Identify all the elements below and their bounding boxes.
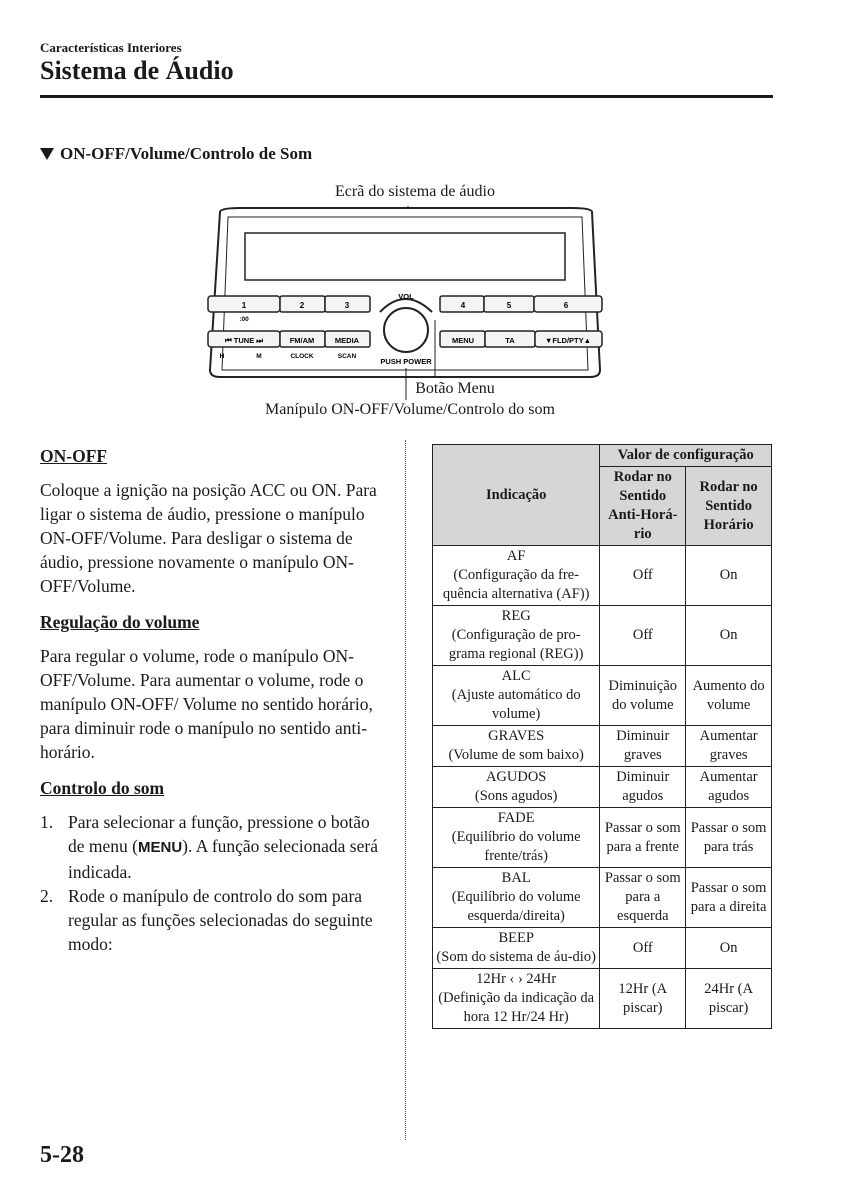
- left-column: [40, 444, 390, 956]
- table-row: AGUDOS (Sons agudos) Diminuir agudos Aumentar agudos: [433, 767, 772, 808]
- title-divider: [40, 95, 773, 98]
- fld-pty-label: ▼FLD/PTY▲: [544, 336, 592, 345]
- table-row: GRAVES (Volume de som baixo) Diminuir graves Aumentar graves: [433, 726, 772, 767]
- display-screen: [245, 233, 565, 280]
- header-indicacao: Indicação: [433, 445, 600, 546]
- table-row: BEEP (Som do sistema de áu-dio) Off On: [433, 928, 772, 969]
- page-number: 5-28: [40, 1142, 84, 1168]
- onoff-heading: ON-OFF: [40, 446, 108, 466]
- preset-2-label: 2: [299, 301, 305, 310]
- configuration-table: [432, 444, 772, 1029]
- subsection-title: ON-OFF/Volume/Controlo de Som: [60, 144, 313, 163]
- clock-sub: CLOCK: [290, 353, 314, 360]
- table-row: 12Hr ‹ › 24Hr (Definição da indicação da hora 12 Hr/24 Hr) 12Hr (A piscar) 24Hr (A piscar): [433, 969, 772, 1029]
- ta-label: TA: [505, 336, 515, 345]
- tune-label: ⏮ TUNE ⏭: [224, 336, 264, 345]
- preset-buttons-right[interactable]: [440, 296, 602, 312]
- callout-knob-label: Manípulo ON-OFF/Volume/Controlo do som: [265, 401, 555, 418]
- table-row: FADE (Equilíbrio do volume frente/trás) Passar o som para a frente Passar o som para trás: [433, 808, 772, 868]
- sound-heading: Controlo do som: [40, 778, 165, 798]
- tune-h-sub: H: [219, 353, 225, 360]
- table-row: ALC (Ajuste automático do volume) Diminuição do volume Aumento do volume: [433, 666, 772, 726]
- preset-5-label: 5: [506, 301, 512, 310]
- preset-1-label: 1: [241, 301, 247, 310]
- fmam-label: FM/AM: [289, 336, 315, 345]
- page-title: Sistema de Áudio: [40, 56, 234, 85]
- list-item: 2. Rode o manípulo de controlo do som para regular as funções selecionadas do seguinte modo:: [40, 886, 373, 954]
- preset-3-label: 3: [344, 301, 350, 310]
- audio-unit-illustration: [200, 200, 610, 400]
- function-buttons-right[interactable]: [440, 331, 602, 347]
- steps-list: [40, 810, 390, 956]
- scan-sub: SCAN: [337, 353, 357, 360]
- tune-m-sub: M: [256, 353, 262, 360]
- subsection-heading: [40, 144, 312, 164]
- volume-knob[interactable]: [384, 308, 428, 352]
- onoff-text: Coloque a ignição na posição ACC ou ON. Para ligar o sistema de áudio, pressione o manípulo ON-OFF/Volume. Para desligar o sistema de áudio, pressione novamente o manípulo ON-OFF/Volume.: [40, 480, 377, 596]
- callout-menu-label: Botão Menu: [415, 380, 495, 397]
- vol-label: VOL: [398, 292, 414, 301]
- preset-6-label: 6: [563, 301, 569, 310]
- table-row: REG (Configuração de pro-grama regional (REG)) Off On: [433, 606, 772, 666]
- preset-1-sub: :00: [239, 316, 249, 323]
- menu-button-label: MENU: [451, 336, 475, 345]
- callout-display-label: Ecrã do sistema de áudio: [335, 183, 495, 200]
- table-row: BAL (Equilíbrio do volume esquerda/direita) Passar o som para a esquerda Passar o som para a direita: [433, 868, 772, 928]
- preset-4-label: 4: [460, 301, 466, 310]
- table-row: AF (Configuração da fre-quência alternativa (AF)) Off On: [433, 546, 772, 606]
- media-label: MEDIA: [334, 336, 360, 345]
- section-label: Características Interiores: [40, 40, 182, 55]
- triangle-down-icon: [40, 148, 54, 160]
- header-config-value: Valor de configuração: [600, 445, 772, 467]
- menu-button-glyph: MENU: [137, 839, 183, 856]
- header-ccw: Rodar no Sentido Anti-Horá-rio: [600, 467, 686, 546]
- header-cw: Rodar no Sentido Horário: [686, 467, 772, 546]
- volume-text: Para regular o volume, rode o manípulo ON-OFF/Volume. Para aumentar o volume, rode o manípulo ON-OFF/ Volume no sentido horário, para diminuir rode o manípulo no sentido anti-horário.: [40, 646, 373, 762]
- volume-heading: Regulação do volume: [40, 612, 200, 632]
- list-item: 1. Para selecionar a função, pressione o botão de menu (MENU). A função selecionada será indicada.: [40, 812, 378, 882]
- push-power-label: PUSH POWER: [380, 357, 432, 366]
- column-divider: [405, 440, 406, 1140]
